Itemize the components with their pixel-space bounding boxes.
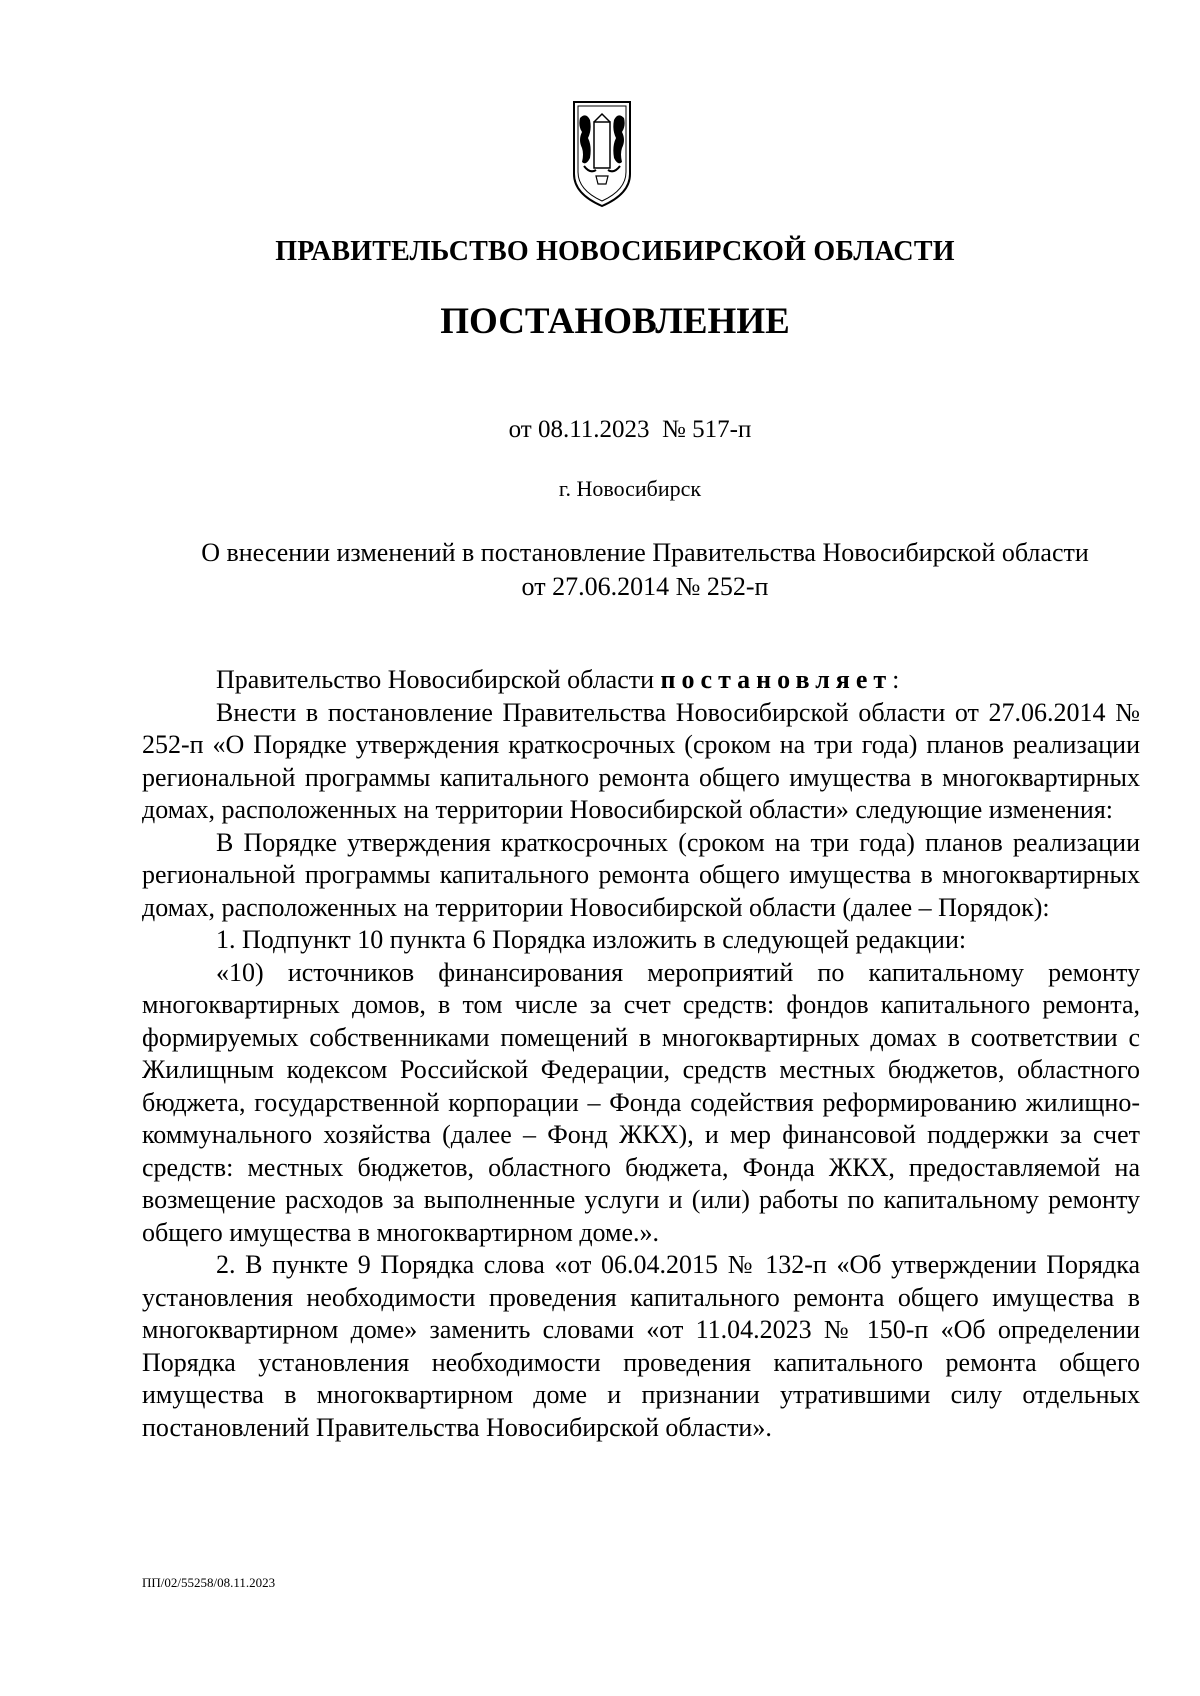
document-type: ПОСТАНОВЛЕНИЕ — [440, 301, 790, 342]
body-paragraph: «10) источников финансирования мероприятий по капитальному ремонту многоквартирных домов, в том числе за счет средств: фондов капитального ремонта, формируемых собственниками помещений в многоквартирных домах в соответствии с Жилищным кодексом Российской Федерации, средств местных бюджетов, областного бюджета, государственной корпорации – Фонда содействия реформированию жилищно-коммунального хозяйства (далее – Фонд ЖКХ), и мер финансовой поддержки за счет средств: местных бюджетов, областного бюджета, Фонда ЖКХ, предоставляемой на возмещение расходов за выполненные услуги и (или) работы по капитальному ремонту общего имущества в многоквартирном доме.». — [142, 957, 1140, 1247]
document-date: 08.11.2023 — [537, 416, 650, 443]
intro-verb: постановляет — [660, 665, 893, 694]
intro-paragraph — [142, 664, 1140, 697]
number-prefix: № — [662, 416, 686, 443]
subject-line-1: О внесении изменений в постановление Правительства Новосибирской области — [201, 538, 1089, 567]
document-subject — [150, 536, 1140, 604]
city: г. Новосибирск — [558, 476, 702, 501]
subject-line-2: от 27.06.2014 № 252-п — [521, 572, 769, 601]
organization-title: ПРАВИТЕЛЬСТВО НОВОСИБИРСКОЙ ОБЛАСТИ — [275, 236, 955, 267]
intro-lead: Правительство Новосибирской области — [216, 665, 655, 694]
body-paragraph: 2. В пункте 9 Порядка слова «от 06.04.2015 № 132-п «Об утверждении Порядка установления необходимости проведения капитального ремонта общего имущества в многоквартирном доме» заменить словами «от 11.04.2023 № 150-п «Об определении Порядка установления необходимости проведения капитального ремонта общего имущества в многоквартирном доме и признании утратившими силу отдельных постановлений Правительства Новосибирской области». — [142, 1250, 1140, 1442]
document-body — [142, 664, 1140, 1444]
document-number: 517-п — [692, 416, 752, 443]
intro-colon: : — [892, 665, 900, 694]
coat-of-arms-icon — [570, 100, 634, 208]
body-paragraph: Внести в постановление Правительства Новосибирской области от 27.06.2014 № 252-п «О Порядке утверждения краткосрочных (сроком на три года) планов реализации региональной программы капитального ремонта общего имущества в многоквартирных домах, расположенных на территории Новосибирской области» следующие изменения: — [142, 697, 1140, 824]
document-date-line — [0, 416, 1200, 444]
date-prefix: от — [508, 416, 532, 443]
body-paragraph: 1. Подпункт 10 пункта 6 Порядка изложить в следующей редакции: — [216, 925, 967, 954]
body-paragraph: В Порядке утверждения краткосрочных (сроком на три года) планов реализации региональной программы капитального ремонта общего имущества в многоквартирных домах, расположенных на территории Новосибирской области (далее – Порядок): — [142, 827, 1140, 922]
document-footer-code: ПП/02/55258/08.11.2023 — [142, 1575, 276, 1590]
